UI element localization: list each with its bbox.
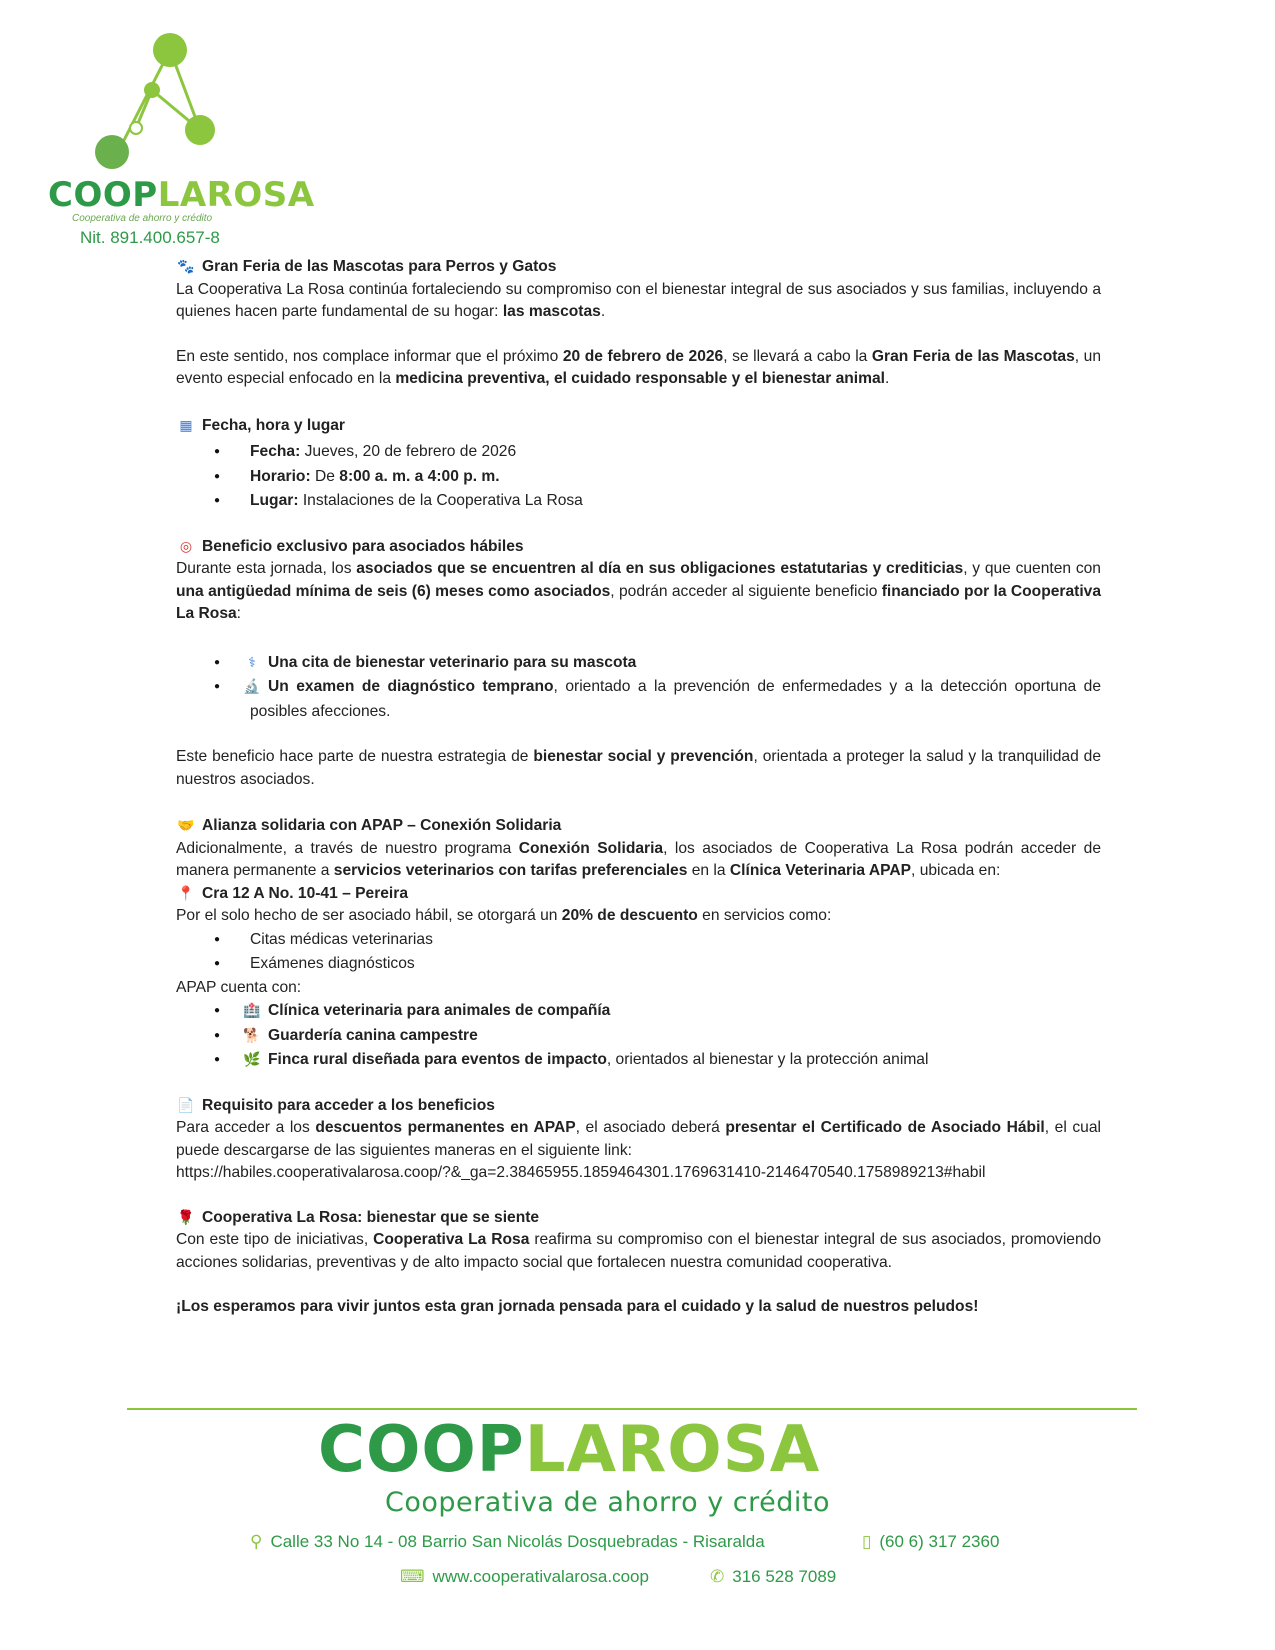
list-item: ● 🐕 Guardería canina campestre xyxy=(176,1024,1101,1049)
title: 🐾 Gran Feria de las Mascotas para Perros y Gatos xyxy=(176,256,1101,279)
intro-paragraph-1: La Cooperativa La Rosa continúa fortaleciendo su compromiso con el bienestar integral de sus asociados y sus familias, incluyendo a quienes hacen parte fundamental de su hogar: las mascotas. xyxy=(176,280,1101,320)
requirement-paragraph: Para acceder a los descuentos permanentes en APAP, el asociado deberá presentar el Certificado de Asociado Hábil, el cual puede descargarse de las siguientes maneras en el siguiente link: xyxy=(176,1119,1101,1159)
discount-paragraph: Por el solo hecho de ser asociado hábil, se otorgará un 20% de descuento en servicios como: xyxy=(176,907,832,924)
target-icon: ◎ xyxy=(179,538,193,555)
document-icon: 📄 xyxy=(177,1097,195,1114)
services-list xyxy=(176,928,1101,977)
rose-icon: 🌹 xyxy=(177,1209,195,1226)
whatsapp-icon: ✆ xyxy=(710,1567,725,1587)
benefit-strategy-paragraph: Este beneficio hace parte de nuestra estrategia de bienestar social y prevención, orientada a proteger la salud y la tranquilidad de nuestros asociados. xyxy=(176,748,1101,788)
footer-address: ⚲ Calle 33 No 14 - 08 Barrio San Nicolás Dosquebradas - Risaralda xyxy=(250,1532,765,1552)
document-body xyxy=(176,256,1101,1319)
schedule-heading: ▦ Fecha, hora y lugar xyxy=(176,415,1101,438)
calendar-icon: ▦ xyxy=(179,417,193,434)
logo-molecule-icon xyxy=(90,30,230,180)
phone-icon: ▯ xyxy=(862,1532,872,1552)
footer-tagline: Cooperativa de ahorro y crédito xyxy=(385,1487,830,1518)
footer-web[interactable]: ⌨ www.cooperativalarosa.coop xyxy=(400,1567,649,1587)
list-item: ● Lugar: Instalaciones de la Cooperativa La Rosa xyxy=(176,489,1101,514)
header-tagline: Cooperativa de ahorro y crédito xyxy=(72,213,213,224)
list-item: ● 🔬 Un examen de diagnóstico temprano, orientado a la prevención de enfermedades y a la detección oportuna de posibles afecciones. xyxy=(176,675,1101,724)
plant-icon: 🌿 xyxy=(243,1052,261,1068)
footer-mobile: ✆ 316 528 7089 xyxy=(710,1567,837,1587)
alliance-heading: 🤝 Alianza solidaria con APAP – Conexión Solidaria xyxy=(176,815,1101,838)
benefit-heading: ◎ Beneficio exclusivo para asociados hábiles xyxy=(176,536,1101,559)
benefit-paragraph: Durante esta jornada, los asociados que se encuentren al día en sus obligaciones estatutarias y crediticias, y que cuenten con una antigüedad mínima de seis (6) meses como asociados, podrán acceder al siguiente beneficio financiado por la Cooperativa La Rosa: xyxy=(176,560,1101,622)
footer-divider xyxy=(127,1408,1137,1410)
requirement-heading: 📄 Requisito para acceder a los beneficios xyxy=(176,1095,1101,1118)
alliance-address: 📍 Cra 12 A No. 10-41 – Pereira xyxy=(176,883,1101,906)
list-item: ● ⚕ Una cita de bienestar veterinario para su mascota xyxy=(176,651,1101,676)
hospital-icon: 🏥 xyxy=(243,1003,261,1019)
list-item: ● 🏥 Clínica veterinaria para animales de compañía xyxy=(176,999,1101,1024)
handshake-icon: 🤝 xyxy=(177,818,195,834)
web-icon: ⌨ xyxy=(400,1567,425,1587)
microscope-icon: 🔬 xyxy=(243,679,261,695)
stethoscope-icon: ⚕ xyxy=(248,654,256,671)
intro-paragraph-2: En este sentido, nos complace informar que el próximo 20 de febrero de 2026, se llevará a cabo la Gran Feria de las Mascotas, un evento especial enfocado en la medicina preventiva, el cuidado responsable y el bienestar animal. xyxy=(176,347,1101,387)
paw-icon: 🐾 xyxy=(177,259,195,275)
apap-list xyxy=(176,999,1101,1073)
closing-invitation: ¡Los esperamos para vivir juntos esta gran jornada pensada para el cuidado y la salud de nuestros peludos! xyxy=(176,1298,979,1315)
certificate-link[interactable]: https://habiles.cooperativalarosa.coop/?&_ga=2.38465955.1859464301.1769631410-2146470540.1758989213#habil xyxy=(176,1164,986,1181)
apap-intro: APAP cuenta con: xyxy=(176,978,302,996)
header-brand: COOPLAROSA xyxy=(48,175,315,215)
header-logo xyxy=(40,30,315,255)
schedule-list xyxy=(176,440,1101,514)
pin-icon: 📍 xyxy=(177,885,195,902)
list-item: ● Horario: De 8:00 a. m. a 4:00 p. m. xyxy=(176,465,1101,490)
alliance-paragraph: Adicionalmente, a través de nuestro programa Conexión Solidaria, los asociados de Cooperativa La Rosa podrán acceder de manera permanente a servicios veterinarios con tarifas preferenciales en la Clínica Veterinaria APAP, ubicada en: xyxy=(176,839,1101,879)
closing-heading: 🌹 Cooperativa La Rosa: bienestar que se siente xyxy=(176,1207,1101,1230)
list-item: ● 🌿 Finca rural diseñada para eventos de impacto, orientados al bienestar y la protección animal xyxy=(176,1048,1101,1073)
header-nit: Nit. 891.400.657-8 xyxy=(80,228,220,247)
benefit-list xyxy=(176,651,1101,725)
dog-icon: 🐕 xyxy=(243,1027,261,1044)
list-item: ● Citas médicas veterinarias xyxy=(176,928,1101,953)
location-icon: ⚲ xyxy=(250,1532,263,1552)
closing-paragraph: Con este tipo de iniciativas, Cooperativa La Rosa reafirma su compromiso con el bienestar integral de sus asociados, promoviendo acciones solidarias, preventivas y de alto impacto social que fortalecen nuestra comunidad cooperativa. xyxy=(176,1231,1101,1271)
footer-phone: ▯ (60 6) 317 2360 xyxy=(862,1532,1000,1552)
footer-brand: COOPLAROSA xyxy=(318,1413,821,1487)
list-item: ● Exámenes diagnósticos xyxy=(176,952,1101,977)
list-item: ● Fecha: Jueves, 20 de febrero de 2026 xyxy=(176,440,1101,465)
